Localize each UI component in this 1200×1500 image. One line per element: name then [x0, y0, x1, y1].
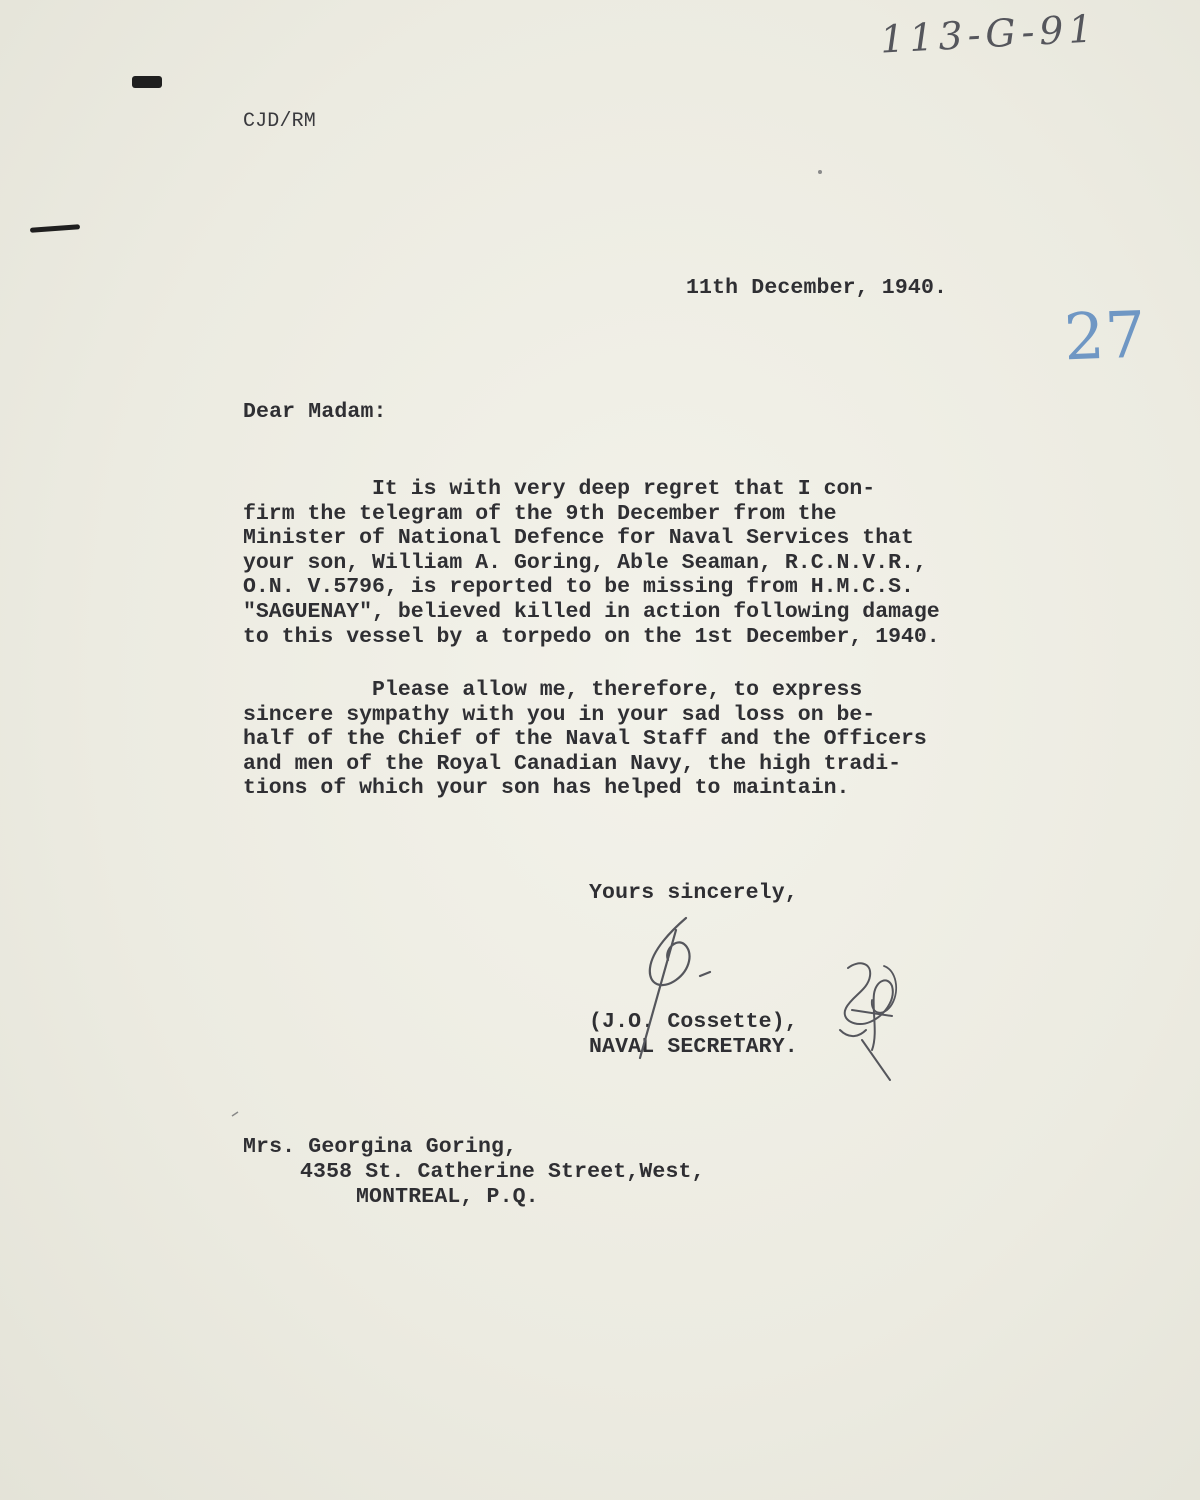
- paragraph-line: and men of the Royal Canadian Navy, the high tradi-: [243, 751, 902, 776]
- signatory-title: NAVAL SECRETARY.: [589, 1035, 798, 1059]
- signatory-name: (J.O. Cossette),: [589, 1010, 798, 1034]
- recipient-name: Mrs. Georgina Goring,: [243, 1135, 518, 1159]
- recipient-street: 4358 St. Catherine Street,West,: [300, 1160, 705, 1184]
- recipient-city: MONTREAL, P.Q.: [356, 1185, 539, 1209]
- paragraph-line: half of the Chief of the Naval Staff and the Officers: [243, 727, 927, 752]
- paragraph-line: It is with very deep regret that I con-: [243, 477, 876, 501]
- salutation: Dear Madam:: [243, 400, 387, 424]
- reference-initials: CJD/RM: [243, 110, 316, 133]
- paragraph-line: to this vessel by a torpedo on the 1st December, 1940.: [243, 624, 940, 649]
- paragraph-line: Minister of National Defence for Naval Services that: [243, 526, 914, 551]
- letter-date: 11th December, 1940.: [686, 276, 948, 300]
- paragraph-line: tions of which your son has helped to maintain.: [243, 776, 850, 801]
- stray-dot: [818, 170, 822, 174]
- paragraph-line: Please allow me, therefore, to express: [243, 678, 863, 702]
- initials-scrawl: [840, 963, 893, 1080]
- file-number: 113-G-91: [878, 6, 1099, 62]
- paragraph-line: "SAGUENAY", believed killed in action following damage: [243, 599, 940, 624]
- closing: Yours sincerely,: [589, 881, 798, 905]
- page-number-mark: 27: [1062, 298, 1147, 376]
- signature-scrawl: [640, 918, 710, 1058]
- paragraph-line: sincere sympathy with you in your sad loss on be-: [243, 702, 876, 727]
- paragraph-line: O.N. V.5796, is reported to be missing from H.M.C.S.: [243, 575, 914, 600]
- stray-pencil-mark: [232, 1112, 238, 1116]
- paragraph-line: your son, William A. Goring, Able Seaman, R.C.N.V.R.,: [243, 550, 927, 575]
- paragraph-line: firm the telegram of the 9th December from the: [243, 501, 837, 526]
